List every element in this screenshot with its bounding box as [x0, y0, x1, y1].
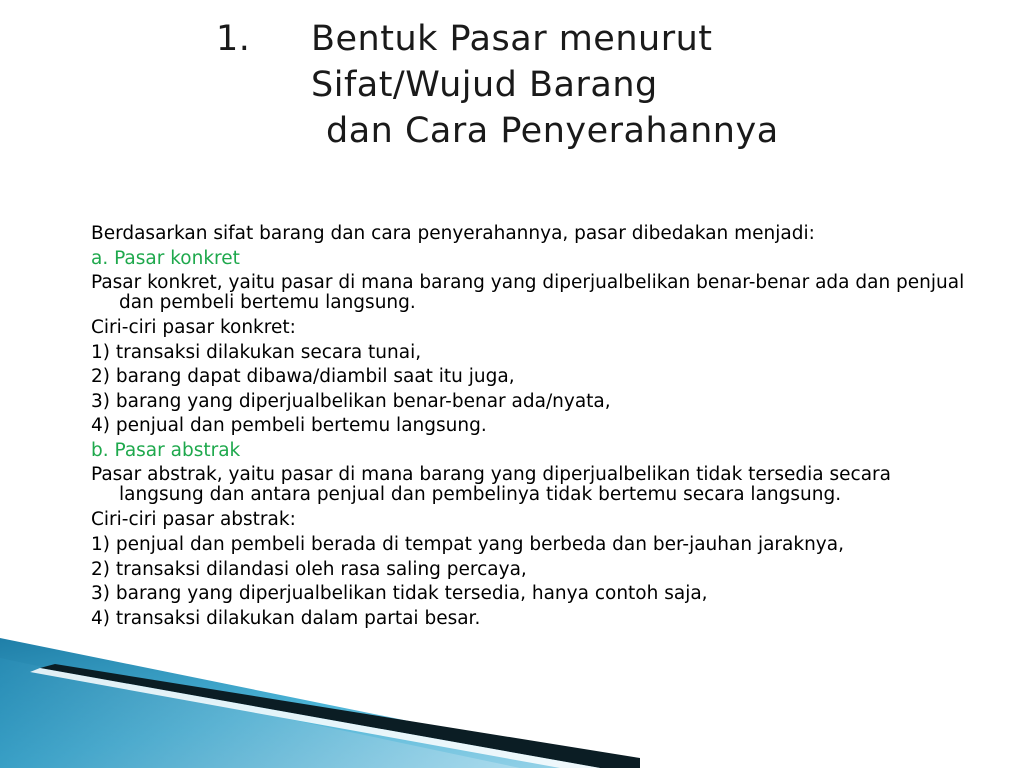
title-number: 1.	[216, 19, 251, 59]
title-line-3: dan Cara Penyerahannya	[326, 111, 779, 151]
intro-paragraph: Berdasarkan sifat barang dan cara penyerahannya, pasar dibedakan menjadi:	[91, 223, 815, 244]
slide-title	[216, 16, 976, 154]
list-item: 1) transaksi dilakukan secara tunai,	[91, 341, 422, 363]
list-item: 3) barang yang diperjualbelikan benar-benar ada/nyata,	[91, 390, 611, 412]
slide-body	[91, 222, 971, 631]
title-line-1: 1. Bentuk Pasar menurut	[216, 16, 976, 62]
section-heading-abstrak: b. Pasar abstrak	[91, 439, 241, 461]
title-line-2: Sifat/Wujud Barang	[311, 65, 658, 105]
ciri-konkret-label: Ciri-ciri pasar konkret:	[91, 317, 296, 338]
list-item: 2) transaksi dilandasi oleh rasa saling percaya,	[91, 558, 527, 580]
ciri-abstrak-label: Ciri-ciri pasar abstrak:	[91, 509, 296, 530]
corner-decoration	[0, 638, 640, 768]
definition-abstrak: Pasar abstrak, yaitu pasar di mana barang yang diperjualbelikan tidak tersedia secara langsung dan antara penjual dan pembelinya tidak bertemu secara langsung.	[91, 464, 891, 505]
definition-konkret: Pasar konkret, yaitu pasar di mana barang yang diperjualbelikan benar-benar ada dan penjual dan pembeli bertemu langsung.	[91, 272, 965, 313]
list-item: 2) barang dapat dibawa/diambil saat itu juga,	[91, 366, 515, 387]
list-item: 4) transaksi dilakukan dalam partai besar.	[91, 607, 481, 629]
list-item: 4) penjual dan pembeli bertemu langsung.	[91, 415, 487, 436]
section-heading-konkret: a. Pasar konkret	[91, 247, 240, 269]
list-item: 1) penjual dan pembeli berada di tempat yang berbeda dan ber-jauhan jaraknya,	[91, 533, 844, 555]
list-item: 3) barang yang diperjualbelikan tidak tersedia, hanya contoh saja,	[91, 583, 708, 604]
